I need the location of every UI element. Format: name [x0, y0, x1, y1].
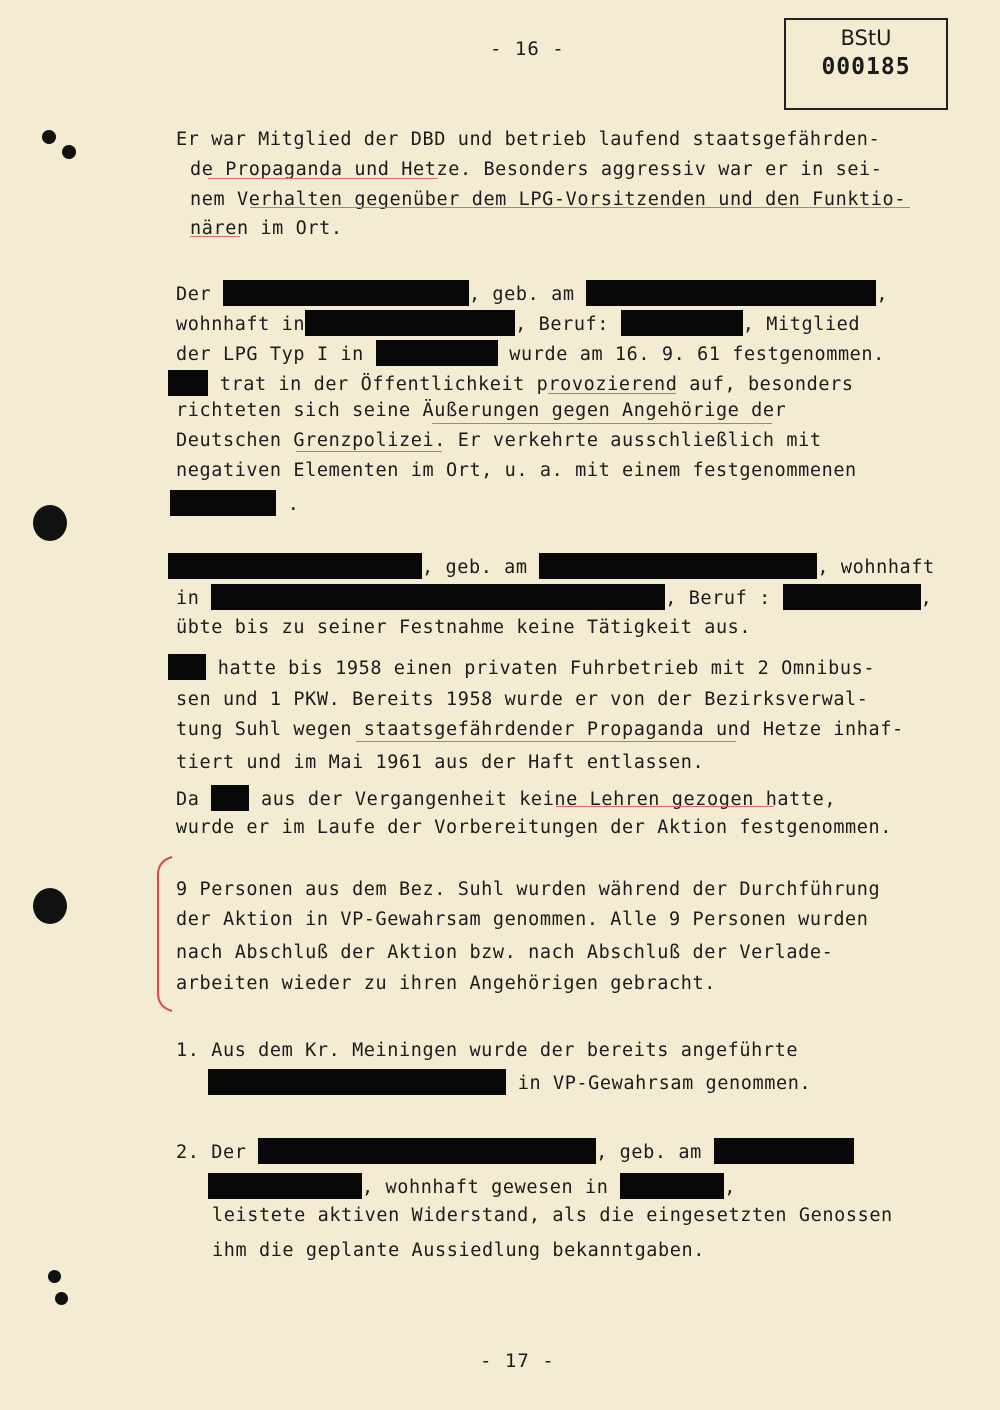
text-line: Der , geb. am , [176, 280, 888, 306]
redaction [170, 490, 276, 516]
red-underline [208, 178, 438, 179]
stamp-number: 000185 [821, 54, 911, 80]
text-line: ihm die geplante Aussiedlung bekanntgaben. [212, 1240, 705, 1261]
redaction [714, 1138, 854, 1164]
text-line: übte bis zu seiner Festnahme keine Tätigkeit aus. [176, 617, 752, 638]
text-line: 2. Der , geb. am [176, 1138, 854, 1164]
redaction [168, 553, 422, 579]
redaction [258, 1138, 596, 1164]
redaction [168, 370, 208, 396]
redaction [168, 654, 206, 680]
redaction [223, 280, 469, 306]
punch-mark [48, 1270, 61, 1283]
red-underline [190, 236, 240, 237]
text-line: sen und 1 PKW. Bereits 1958 wurde er von der Bezirksverwal- [176, 689, 869, 710]
text-line: in VP-Gewahrsam genommen. [208, 1069, 811, 1095]
punch-mark [55, 1292, 68, 1305]
punch-mark [62, 145, 76, 159]
redaction [621, 310, 743, 336]
text-line: richteten sich seine Äußerungen gegen Angehörige der [176, 400, 787, 421]
red-underline [432, 423, 772, 424]
redaction [783, 584, 921, 610]
text-line: 1. Aus dem Kr. Meiningen wurde der bereits angeführte [176, 1040, 799, 1061]
text-line: de Propaganda und Hetze. Besonders aggressiv war er in sei- [190, 159, 883, 180]
text-line: . [170, 490, 299, 516]
text-line: wurde er im Laufe der Vorbereitungen der Aktion festgenommen. [176, 817, 893, 838]
redaction [208, 1069, 506, 1095]
text-line: Er war Mitglied der DBD und betrieb laufend staatsgefährden- [176, 129, 881, 150]
text-line: tiert und im Mai 1961 aus der Haft entlassen. [176, 752, 705, 773]
text-line: negativen Elementen im Ort, u. a. mit einem festgenommenen [176, 460, 857, 481]
text-line: der Aktion in VP-Gewahrsam genommen. Alle 9 Personen wurden [176, 909, 869, 930]
text-line: nach Abschluß der Aktion bzw. nach Abschluß der Verlade- [176, 942, 834, 963]
red-underline [548, 393, 676, 394]
page-number-bottom: - 17 - [480, 1350, 555, 1372]
text-line: 9 Personen aus dem Bez. Suhl wurden während der Durchführung [176, 879, 881, 900]
redaction [620, 1173, 724, 1199]
text-line: wohnhaft in , Beruf: , Mitglied [176, 310, 860, 336]
redaction [211, 785, 249, 811]
redaction [376, 340, 498, 366]
punch-mark [42, 130, 56, 144]
archive-stamp [784, 18, 948, 110]
text-line: der LPG Typ I in wurde am 16. 9. 61 festgenommen. [176, 340, 885, 366]
text-line: in , Beruf : , [176, 584, 932, 610]
red-margin-bracket [150, 855, 176, 1013]
text-line: , wohnhaft gewesen in , [208, 1173, 736, 1199]
red-underline [556, 806, 774, 807]
red-underline [296, 451, 442, 452]
text-line: , geb. am , wohnhaft [168, 553, 935, 579]
text-line: tung Suhl wegen staatsgefährdender Propaganda und Hetze inhaf- [176, 719, 904, 740]
redaction [305, 310, 515, 336]
stamp-archive: BStU [840, 26, 892, 50]
page-number-top: - 16 - [490, 38, 565, 60]
punch-hole [33, 888, 67, 924]
redaction [586, 280, 876, 306]
redaction [208, 1173, 362, 1199]
text-line: leistete aktiven Widerstand, als die eingesetzten Genossen [212, 1205, 893, 1226]
text-line: nären im Ort. [190, 218, 343, 239]
text-line: nem Verhalten gegenüber dem LPG-Vorsitzenden und den Funktio- [190, 189, 907, 210]
red-underline [356, 741, 736, 742]
text-line: hatte bis 1958 einen privaten Fuhrbetrieb mit 2 Omnibus- [168, 654, 875, 680]
red-underline [250, 207, 910, 208]
text-line: Deutschen Grenzpolizei. Er verkehrte ausschließlich mit [176, 430, 822, 451]
punch-hole [33, 505, 67, 541]
text-line: arbeiten wieder zu ihren Angehörigen gebracht. [176, 973, 716, 994]
redaction [539, 553, 817, 579]
redaction [211, 584, 665, 610]
text-line: trat in der Öffentlichkeit provozierend auf, besonders [168, 370, 854, 396]
text-line: Da aus der Vergangenheit keine Lehren gezogen hatte, [176, 785, 836, 811]
